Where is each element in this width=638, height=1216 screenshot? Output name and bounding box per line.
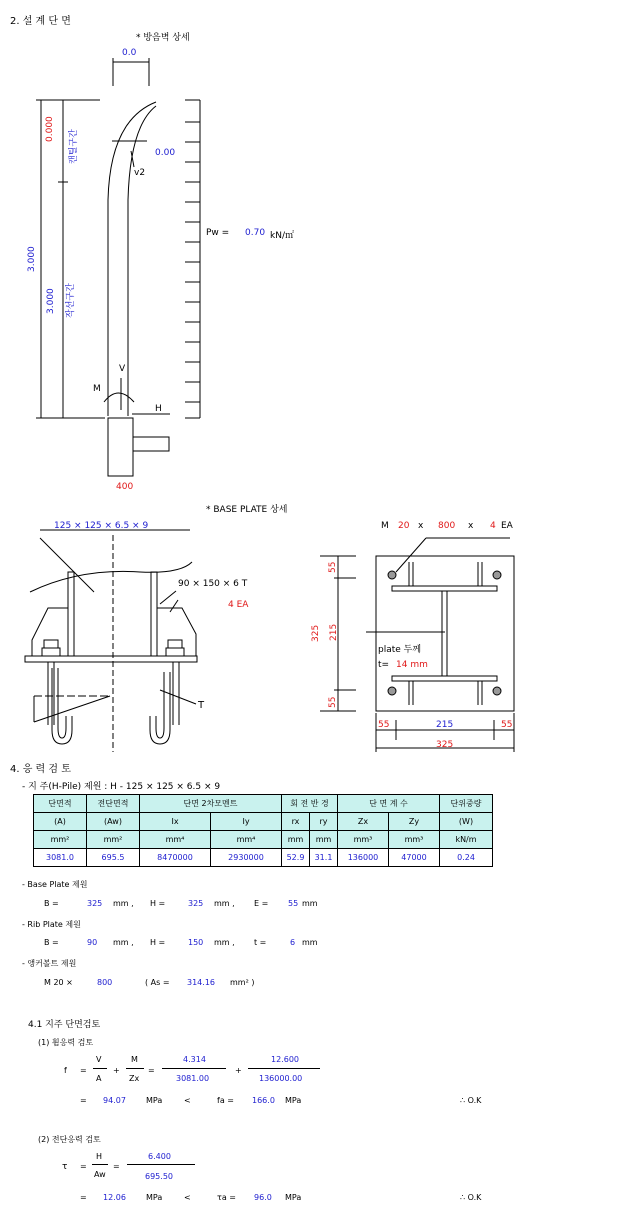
shear-lt: < [184, 1193, 191, 1202]
hdr2-a: (A) [34, 813, 87, 831]
base-plate-detail-title: * BASE PLATE 상세 [206, 505, 288, 515]
moment-label: M [93, 384, 101, 394]
section-properties-table [33, 794, 493, 867]
unit-w: kN/m [440, 831, 493, 849]
section-4-1-title: 4.1 지주 단면검토 [28, 1020, 101, 1030]
hdr2-iy: Iy [211, 813, 282, 831]
anchor-x2: x [468, 521, 474, 531]
bend-plus2: + [235, 1066, 242, 1075]
rib-t-unit: mm [302, 938, 318, 947]
hpile-dim-label: 125 × 125 × 6.5 × 9 [54, 521, 149, 531]
val-ix: 8470000 [140, 849, 211, 867]
anchor-m-label: M [381, 521, 389, 531]
bp-h-value: 325 [188, 899, 204, 908]
rib-t-value: 6 [290, 938, 296, 947]
unit-ix: mm⁴ [140, 831, 211, 849]
shear-ta-unit: MPa [285, 1193, 302, 1202]
plan-dim-55-bottom: 55 [328, 696, 338, 708]
bend-lt: < [184, 1096, 191, 1105]
horizontal-force-label: H [155, 404, 162, 414]
cantilever-height-label: 0.000 [45, 116, 55, 142]
hdr2-ix: Ix [140, 813, 211, 831]
hdr-shear-area: 전단면적 [87, 795, 140, 813]
bend-plus1: + [113, 1066, 120, 1075]
bend-m: M [131, 1055, 138, 1064]
bend-den1: 3081.00 [176, 1074, 210, 1083]
plan-dim-215-vertical: 215 [329, 623, 339, 641]
base-plate-spec-title: - Base Plate 제원 [22, 880, 88, 889]
unit-rx: mm [282, 831, 310, 849]
unit-ry: mm [310, 831, 338, 849]
hdr-moment-of-inertia: 단면 2차모멘트 [140, 795, 282, 813]
unit-a: mm² [34, 831, 87, 849]
shear-den: 695.50 [145, 1172, 173, 1181]
val-rx: 52.9 [282, 849, 310, 867]
unit-aw: mm² [87, 831, 140, 849]
plan-dim-325-vertical: 325 [311, 624, 321, 642]
anchor-len-value: 800 [97, 978, 113, 987]
anchor-count-value: 4 [490, 521, 496, 531]
bp-h-unit: mm , [214, 899, 235, 908]
rib-count-label: 4 EA [228, 600, 249, 610]
top-width-label: 0.0 [122, 48, 137, 58]
rib-h-unit: mm , [214, 938, 235, 947]
bend-frac-line-2 [126, 1068, 144, 1069]
rib-b-value: 90 [87, 938, 98, 947]
thickness-t-label: T [198, 700, 205, 711]
bend-a: A [96, 1074, 102, 1083]
bp-e-label: E = [254, 899, 269, 908]
bp-e-unit: mm [302, 899, 318, 908]
bp-b-label: B = [44, 899, 59, 908]
vertical-force-label: V [119, 364, 126, 374]
bend-num2: 12.600 [271, 1055, 299, 1064]
bend-fa-unit: MPa [285, 1096, 302, 1105]
plan-dim-55-top: 55 [328, 561, 338, 573]
bend-num1: 4.314 [183, 1055, 206, 1064]
bend-result-unit: MPa [146, 1096, 163, 1105]
cantilever-zone-label: 캔틸구간 [69, 129, 79, 164]
straight-zone-label: 작선구간 [66, 283, 76, 318]
total-height-label: 3.000 [27, 246, 37, 272]
bend-f: f [64, 1066, 67, 1075]
shear-aw: Aw [94, 1170, 106, 1179]
unit-zy: mm³ [389, 831, 440, 849]
val-ry: 31.1 [310, 849, 338, 867]
shear-check-title: (2) 전단응력 검토 [38, 1135, 101, 1144]
shear-ta-value: 96.0 [254, 1193, 272, 1202]
bp-e-value: 55 [288, 899, 299, 908]
bp-h-label: H = [150, 899, 166, 908]
shear-frac-line-2 [127, 1164, 195, 1165]
anchor-x1: x [418, 521, 424, 531]
plate-t-eq: t= [378, 660, 390, 670]
bend-zx: Zx [129, 1074, 140, 1083]
plate-thickness-label: plate 두께 [378, 645, 422, 655]
base-width-label: 400 [116, 482, 134, 492]
rib-h-label: H = [150, 938, 166, 947]
shear-result-unit: MPa [146, 1193, 163, 1202]
bend-frac-line-1 [93, 1068, 107, 1069]
anchor-as-unit: mm² ) [230, 978, 255, 987]
rib-h-value: 150 [188, 938, 204, 947]
rib-b-label: B = [44, 938, 59, 947]
bend-result: 94.07 [103, 1096, 126, 1105]
bend-frac-line-3 [162, 1068, 226, 1069]
anchor-as-value: 314.16 [187, 978, 215, 987]
hdr2-ry: ry [310, 813, 338, 831]
v2-label: v2 [134, 168, 146, 178]
section-4-title: 4. 응 력 검 토 [10, 764, 71, 775]
plan-dim-215-horizontal: 215 [436, 720, 454, 730]
val-a: 3081.0 [34, 849, 87, 867]
bp-b-value: 325 [87, 899, 103, 908]
bend-eq3: = [80, 1096, 87, 1105]
hdr-radius-of-gyration: 회 전 반 경 [282, 795, 338, 813]
shear-ok: ∴ O.K [460, 1193, 482, 1202]
bend-v: V [96, 1055, 102, 1064]
anchor-length-value: 800 [438, 521, 456, 531]
shear-result: 12.06 [103, 1193, 126, 1202]
rib-dim-label: 90 × 150 × 6 T [178, 579, 248, 589]
wind-pressure-label: Pw = [206, 228, 230, 238]
rib-plate-spec-title: - Rib Plate 제원 [22, 920, 81, 929]
unit-zx: mm³ [338, 831, 389, 849]
anchor-as-label: ( As = [145, 978, 170, 987]
hdr2-aw: (Aw) [87, 813, 140, 831]
anchor-spec-title: - 앵커볼트 제원 [22, 959, 77, 968]
bend-frac-line-4 [248, 1068, 320, 1069]
hdr-unit-weight: 단위중량 [440, 795, 493, 813]
column-spec-line: - 지 주(H-Pile) 제원 : H - 125 × 125 × 6.5 × 9 [22, 782, 221, 792]
plan-dim-325-horizontal: 325 [436, 740, 454, 750]
shear-eq1: = [80, 1162, 87, 1171]
bend-fa-label: fa = [217, 1096, 234, 1105]
bend-eq1: = [80, 1066, 87, 1075]
section-2-title: 2. 설 계 단 면 [10, 16, 71, 27]
anchor-dia-value: 20 [398, 521, 410, 531]
bending-check-title: (1) 휨응력 검토 [38, 1038, 94, 1047]
offset-value: 0.00 [155, 148, 176, 158]
rib-b-unit: mm , [113, 938, 134, 947]
shear-ta-label: τa = [217, 1193, 236, 1202]
hdr2-zy: Zy [389, 813, 440, 831]
plate-thickness-value: 14 mm [396, 660, 428, 670]
val-zy: 47000 [389, 849, 440, 867]
wall-detail-title: * 방음벽 상세 [136, 33, 190, 43]
hdr2-zx: Zx [338, 813, 389, 831]
wind-pressure-unit: kN/㎡ [270, 231, 294, 241]
bp-b-unit: mm , [113, 899, 134, 908]
val-iy: 2930000 [211, 849, 282, 867]
val-w: 0.24 [440, 849, 493, 867]
shear-eq2: = [113, 1162, 120, 1171]
bend-ok: ∴ O.K [460, 1096, 482, 1105]
hdr-section-modulus: 단 면 계 수 [338, 795, 440, 813]
unit-iy: mm⁴ [211, 831, 282, 849]
val-aw: 695.5 [87, 849, 140, 867]
plan-dim-55-right: 55 [501, 720, 513, 730]
plan-dim-55-left: 55 [378, 720, 390, 730]
shear-num: 6.400 [148, 1152, 171, 1161]
straight-height-label: 3.000 [46, 288, 56, 314]
val-zx: 136000 [338, 849, 389, 867]
hdr2-rx: rx [282, 813, 310, 831]
bend-fa-value: 166.0 [252, 1096, 275, 1105]
hdr-area: 단면적 [34, 795, 87, 813]
shear-tau: τ [62, 1162, 68, 1172]
bend-den2: 136000.00 [259, 1074, 303, 1083]
wind-pressure-value: 0.70 [245, 228, 266, 238]
rib-t-label: t = [254, 938, 267, 947]
shear-eq3: = [80, 1193, 87, 1202]
hdr2-w: (W) [440, 813, 493, 831]
shear-frac-line-1 [92, 1164, 108, 1165]
anchor-ea-label: EA [501, 521, 513, 531]
bend-eq2: = [148, 1066, 155, 1075]
anchor-m-text: M 20 × [44, 978, 73, 987]
shear-h: H [96, 1152, 103, 1161]
